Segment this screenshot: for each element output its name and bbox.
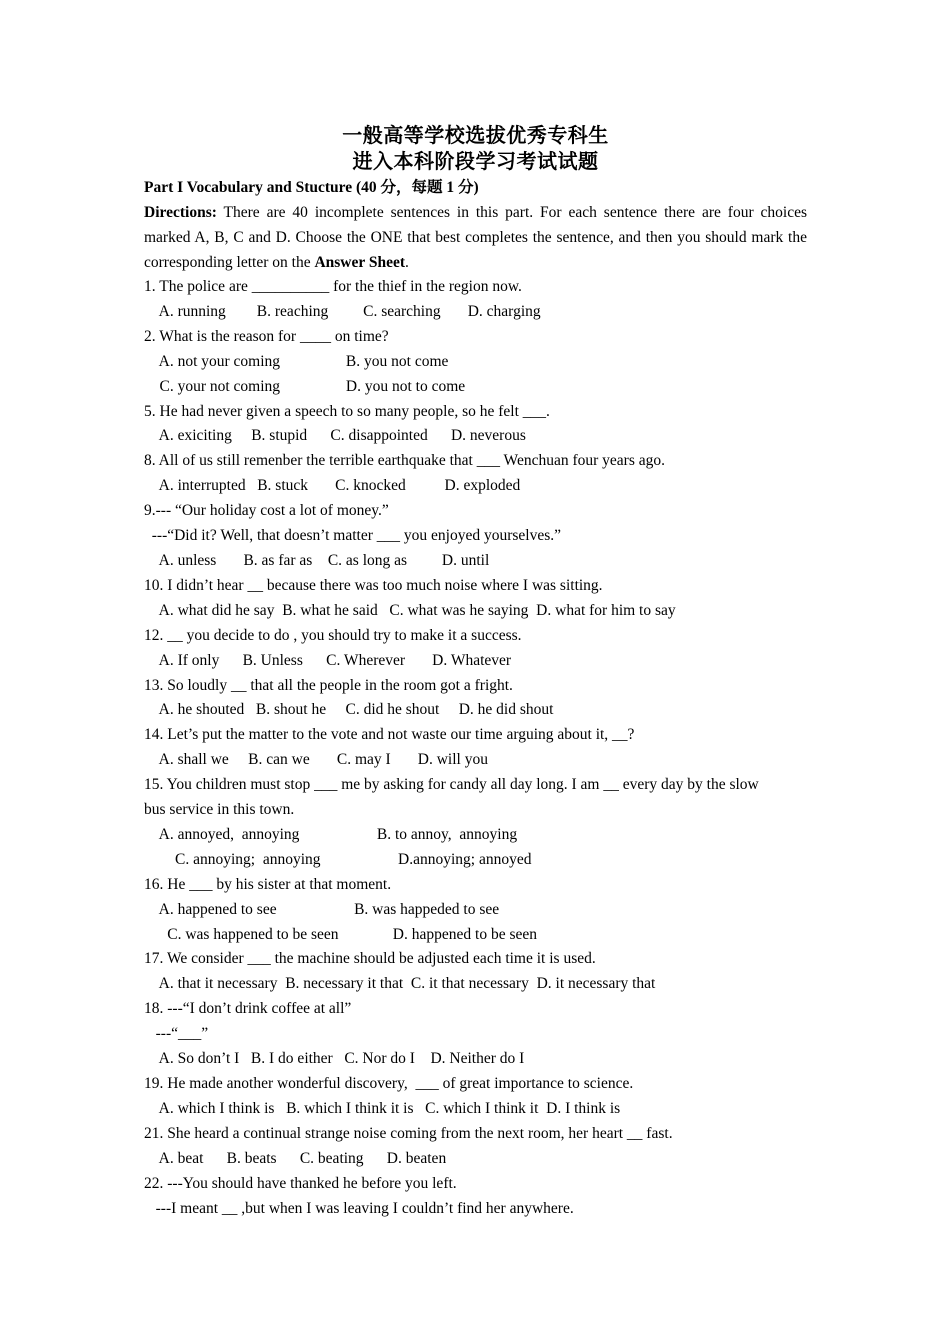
part-heading: Part I Vocabulary and Stucture (40 分，每题 1 分) [144, 179, 479, 196]
exam-title-line1: 一般高等学校选拔优秀专科生 [342, 123, 609, 147]
directions-label: Directions: [144, 204, 217, 221]
question-line: ---“Did it? Well, that doesn’t matter ___ you enjoyed yourselves.” [144, 527, 562, 545]
question-line: 19. He made another wonderful discovery, ___ of great importance to science. [144, 1075, 634, 1092]
question-line: 9.--- “Our holiday cost a lot of money.” [144, 502, 389, 520]
answer-options: C. was happened to be seen D. happened to be seen [144, 925, 537, 943]
answer-options: A. happened to see B. was happeded to see [144, 900, 500, 918]
directions-paragraph [144, 200, 807, 275]
answer-options: A. not your coming B. you not come [144, 352, 449, 370]
answer-options: A. annoyed, annoying B. to annoy, annoying [144, 825, 518, 843]
answer-options: A. which I think is B. which I think it is C. which I think it D. I think is [144, 1099, 621, 1117]
answer-options: A. unless B. as far as C. as long as D. until [144, 551, 490, 569]
exam-page [144, 122, 807, 1221]
directions-text: There are 40 incomplete sentences in this part. For each sentence there are four choices marked A, B, C and D. Choose the ONE that best completes the sentence, and then you should mark the corresponding letter on the [144, 204, 807, 271]
answer-sheet-bold: Answer Sheet [314, 254, 406, 271]
question-list [144, 275, 807, 1221]
question-line: 12. __ you decide to do , you should try to make it a success. [144, 626, 522, 644]
question-line: 18. ---“I don’t drink coffee at all” [144, 1000, 352, 1018]
question-line: 13. So loudly __ that all the people in the room got a fright. [144, 676, 513, 694]
question-line: 16. He ___ by his sister at that moment. [144, 875, 392, 893]
question-line: 8. All of us still remenber the terrible earthquake that ___ Wenchuan four years ago. [144, 452, 665, 470]
answer-options: A. interrupted B. stuck C. knocked D. exploded [144, 477, 521, 495]
exam-title-line2: 进入本科阶段学习考试试题 [352, 149, 599, 173]
question-line: 14. Let’s put the matter to the vote and not waste our time arguing about it, __? [144, 726, 635, 744]
answer-options: C. your not coming D. you not to come [144, 377, 466, 395]
question-line: 5. He had never given a speech to so many people, so he felt ___. [144, 402, 550, 420]
answer-options: A. that it necessary B. necessary it that C. it that necessary D. it necessary that [144, 975, 656, 993]
question-line: ---“___” [144, 1025, 209, 1043]
answer-options: A. shall we B. can we C. may I D. will you [144, 751, 488, 769]
question-line: 10. I didn’t hear __ because there was too much noise where I was sitting. [144, 576, 603, 594]
answer-options: A. he shouted B. shout he C. did he shout D. he did shout [144, 701, 554, 719]
answer-options: A. running B. reaching C. searching D. charging [144, 302, 541, 320]
answer-options: A. beat B. beats C. beating D. beaten [144, 1149, 447, 1167]
question-line: 21. She heard a continual strange noise coming from the next room, her heart __ fast. [144, 1124, 673, 1142]
answer-options: C. annoying; annoying D.annoying; annoyed [144, 850, 532, 868]
question-line: bus service in this town. [144, 801, 295, 819]
answer-options: A. exiciting B. stupid C. disappointed D. neverous [144, 427, 526, 445]
question-line: 1. The police are __________ for the thief in the region now. [144, 278, 522, 295]
question-line: 17. We consider ___ the machine should be adjusted each time it is used. [144, 950, 596, 968]
question-line: 22. ---You should have thanked he before you left. [144, 1174, 457, 1192]
answer-options: A. If only B. Unless C. Wherever D. Whatever [144, 651, 512, 669]
question-line: 15. You children must stop ___ me by asking for candy all day long. I am __ every day by the slow [144, 776, 759, 794]
answer-options: A. So don’t I B. I do either C. Nor do I D. Neither do I [144, 1050, 525, 1068]
answer-options: A. what did he say B. what he said C. what was he saying D. what for him to say [144, 601, 676, 619]
directions-end: . [405, 254, 409, 271]
question-line: ---I meant __ ,but when I was leaving I couldn’t find her anywhere. [144, 1199, 574, 1217]
question-line: 2. What is the reason for ____ on time? [144, 327, 389, 345]
